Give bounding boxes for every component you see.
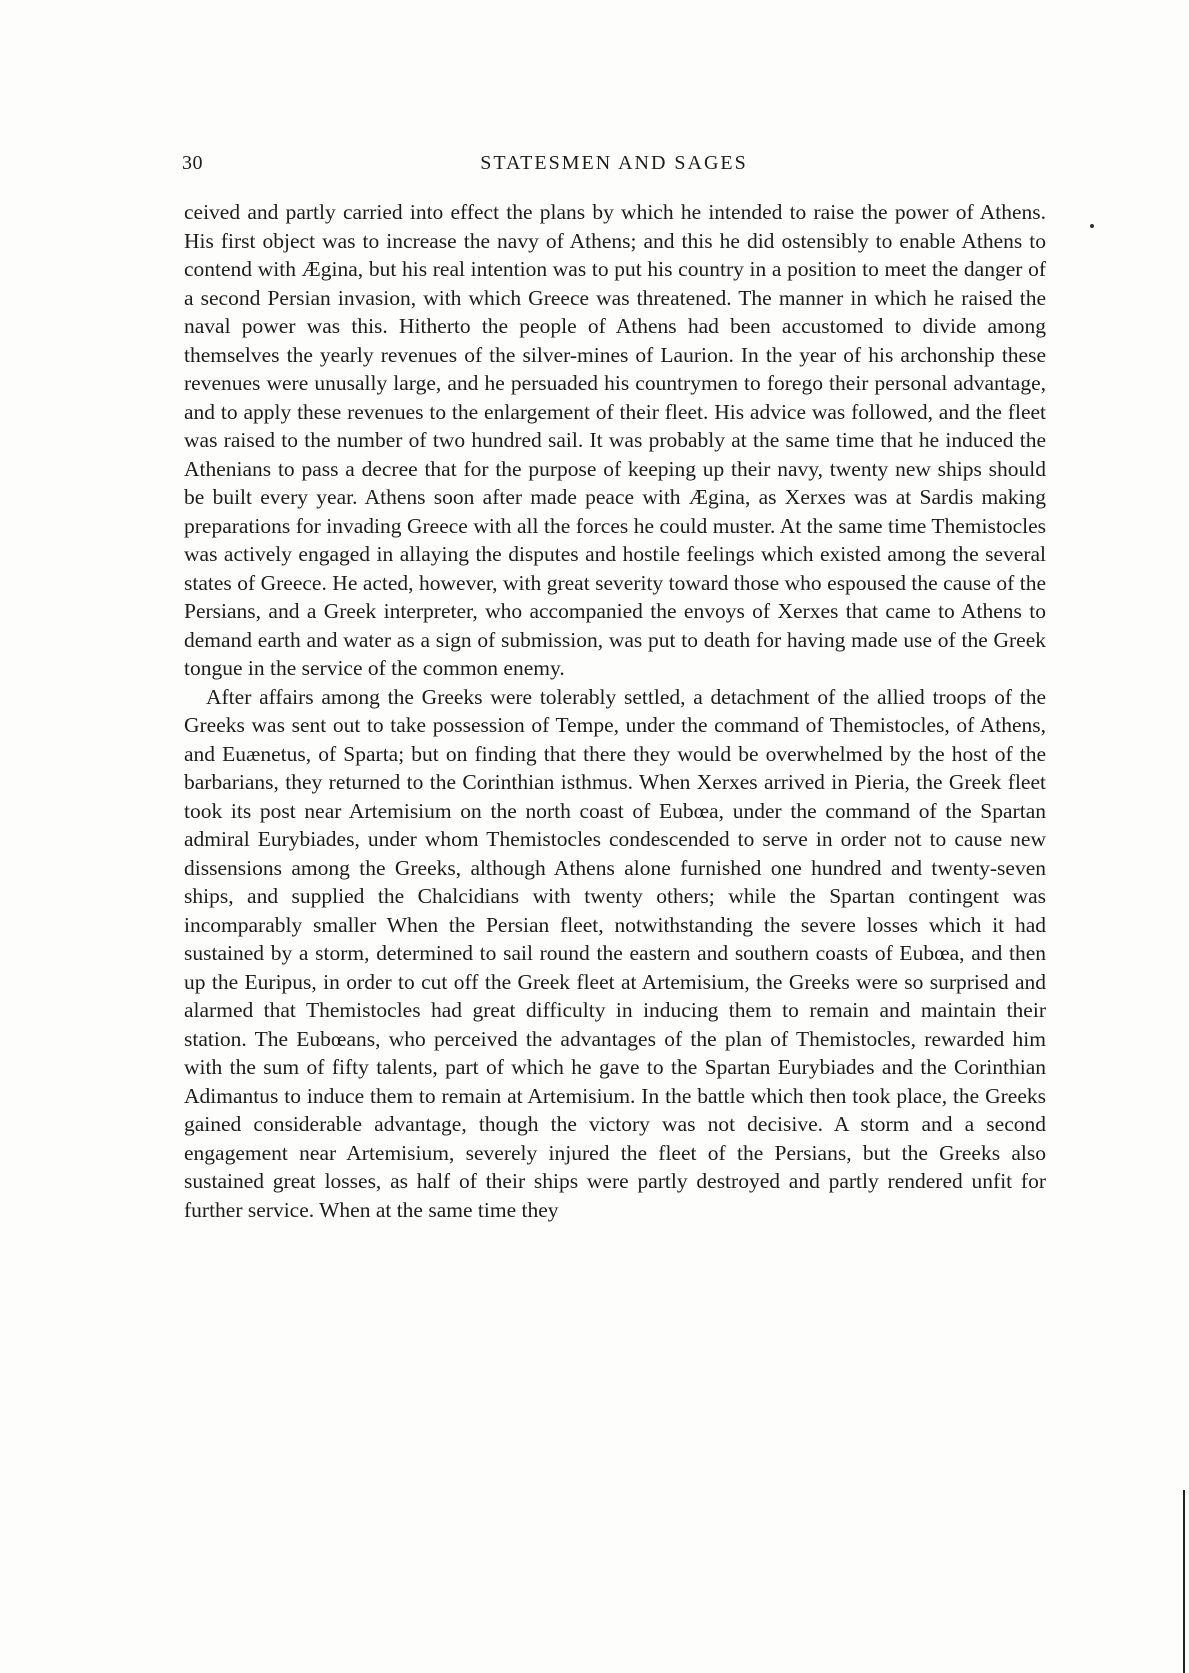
paragraph-2: After affairs among the Greeks were tolerably settled, a detachment of the allied troops of the Greeks was sent out to take possession of Tempe, under the command of Themistocles, of Athens, and Euænetus, of Sparta; but on finding that there they would be overwhelmed by the host of the barbarians, they returned to the Corinthian isthmus. When Xerxes arrived in Pieria, the Greek fleet took its post near Artemisium on the north coast of Eubœa, under the command of the Spartan admiral Eurybiades, under whom Themistocles condescended to serve in order not to cause new dissensions among the Greeks, although Athens alone furnished one hundred and twenty-seven ships, and supplied the Chalcidians with twenty others; while the Spartan contingent was incomparably smaller When the Persian fleet, notwithstanding the severe losses which it had sustained by a storm, determined to sail round the eastern and southern coasts of Eubœa, and then up the Euripus, in order to cut off the Greek fleet at Artemisium, the Greeks were so surprised and alarmed that Themistocles had great difficulty in inducing them to remain and maintain their station. The Eubœans, who perceived the advantages of the plan of Themistocles, rewarded him with the sum of fifty talents, part of which he gave to the Spartan Eurybiades and the Corinthian Adimantus to induce them to remain at Artemisium. In the battle which then took place, the Greeks gained considerable advantage, though the victory was not decisive. A storm and a second engagement near Artemisium, severely injured the fleet of the Persians, but the Greeks also sustained great losses, as half of their ships were partly destroyed and partly rendered unfit for further service. When at the same time they: [184, 684, 1046, 1222]
running-title: STATESMEN AND SAGES: [480, 152, 748, 174]
margin-dot-mark: [1090, 224, 1094, 228]
body-text: [184, 198, 1046, 1224]
page-number: 30: [182, 152, 203, 174]
paragraph-1: ceived and partly carried into effect the plans by which he intended to raise the power of Athens. His first object was to increase the navy of Athens; and this he did ostensibly to enable Athens to contend with Ægina, but his real intention was to put his country in a position to meet the danger of a second Persian invasion, with which Greece was threatened. The manner in which he raised the naval power was this. Hitherto the people of Athens had been accustomed to divide among themselves the yearly revenues of the silver-mines of Laurion. In the year of his archonship these revenues were unusally large, and he persuaded his countrymen to forego their personal advantage, and to apply these revenues to the enlargement of their fleet. His advice was followed, and the fleet was raised to the number of two hundred sail. It was probably at the same time that he induced the Athenians to pass a decree that for the purpose of keeping up their navy, twenty new ships should be built every year. Athens soon after made peace with Ægina, as Xerxes was at Sardis making preparations for invading Greece with all the forces he could muster. At the same time Themistocles was actively engaged in allaying the disputes and hostile feelings which existed among the several states of Greece. He acted, however, with great severity toward those who espoused the cause of the Persians, and a Greek interpreter, who accompanied the envoys of Xerxes that came to Athens to demand earth and water as a sign of submission, was put to death for having made use of the Greek tongue in the service of the common enemy.: [184, 200, 1046, 680]
scan-edge-line: [1183, 1490, 1185, 1673]
running-head: [182, 152, 1046, 182]
